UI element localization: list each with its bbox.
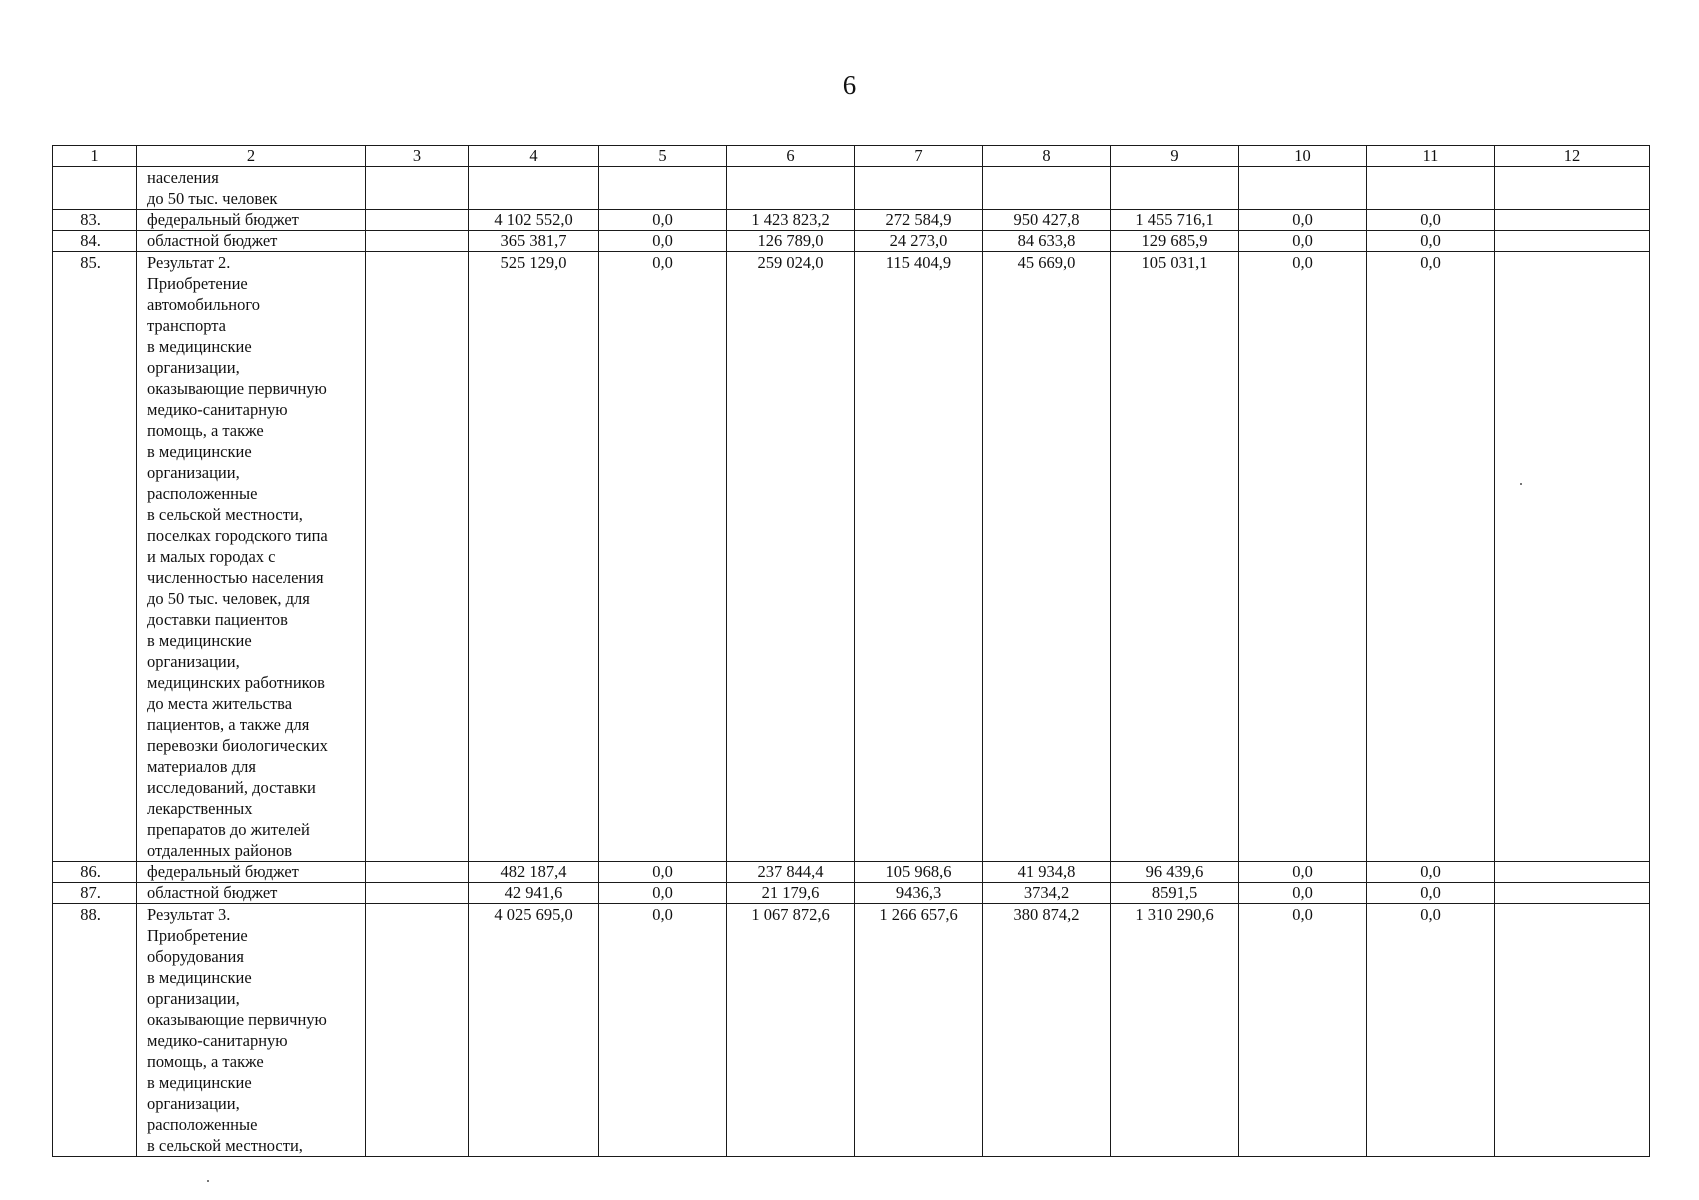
page-number: 6 <box>842 70 857 100</box>
value-cell-col7 <box>855 167 983 210</box>
value-cell-col10: 0,0 <box>1239 252 1367 862</box>
table-row-continuation <box>53 167 1650 210</box>
value-cell-col8: 41 934,8 <box>983 862 1111 883</box>
header-cell: 9 <box>1111 146 1239 167</box>
header-cell: 7 <box>855 146 983 167</box>
row-number-cell: 88. <box>53 904 137 1157</box>
row-number-cell <box>53 167 137 210</box>
value-cell-col7: 9436,3 <box>855 883 983 904</box>
value-cell-col4: 4 025 695,0 <box>469 904 599 1157</box>
table-row-86 <box>53 862 1650 883</box>
header-cell: 11 <box>1367 146 1495 167</box>
value-cell-col3 <box>366 252 469 862</box>
table-row-84 <box>53 231 1650 252</box>
header-cell: 2 <box>137 146 366 167</box>
value-cell-col4: 365 381,7 <box>469 231 599 252</box>
header-cell: 1 <box>53 146 137 167</box>
row-name-cell: областной бюджет <box>137 231 366 252</box>
value-cell-col6: 126 789,0 <box>727 231 855 252</box>
value-cell-col11: 0,0 <box>1367 904 1495 1157</box>
value-cell-col11: 0,0 <box>1367 862 1495 883</box>
value-cell-col9: 105 031,1 <box>1111 252 1239 862</box>
value-cell-col3 <box>366 883 469 904</box>
value-cell-col6: 21 179,6 <box>727 883 855 904</box>
value-cell-col11: 0,0 <box>1367 231 1495 252</box>
value-cell-col8: 45 669,0 <box>983 252 1111 862</box>
value-cell-col9: 8591,5 <box>1111 883 1239 904</box>
value-cell-col3 <box>366 231 469 252</box>
value-cell-col12 <box>1495 167 1650 210</box>
value-cell-col6 <box>727 167 855 210</box>
header-cell: 6 <box>727 146 855 167</box>
header-cell: 4 <box>469 146 599 167</box>
row-number-cell: 83. <box>53 210 137 231</box>
value-cell-col3 <box>366 862 469 883</box>
value-cell-col9 <box>1111 167 1239 210</box>
value-cell-col5: 0,0 <box>599 883 727 904</box>
value-cell-col12 <box>1495 231 1650 252</box>
value-cell-col4: 525 129,0 <box>469 252 599 862</box>
value-cell-col9: 1 455 716,1 <box>1111 210 1239 231</box>
value-cell-col10: 0,0 <box>1239 862 1367 883</box>
value-cell-col6: 1 423 823,2 <box>727 210 855 231</box>
row-name-cell: федеральный бюджет <box>137 210 366 231</box>
table-row-83 <box>53 210 1650 231</box>
value-cell-col10 <box>1239 167 1367 210</box>
value-cell-col4 <box>469 167 599 210</box>
value-cell-col4: 42 941,6 <box>469 883 599 904</box>
value-cell-col3 <box>366 210 469 231</box>
scan-speck <box>207 1180 209 1182</box>
value-cell-col3 <box>366 904 469 1157</box>
table-row-88 <box>53 904 1650 1157</box>
value-cell-col4: 482 187,4 <box>469 862 599 883</box>
value-cell-col7: 105 968,6 <box>855 862 983 883</box>
header-cell: 3 <box>366 146 469 167</box>
row-name-cell: Результат 3. Приобретение оборудования в медицинские организации, оказывающие первичную медико-санитарную помощь, а также в медицинские организации, расположенные в сельской местности, <box>137 904 366 1157</box>
value-cell-col5: 0,0 <box>599 231 727 252</box>
header-cell: 12 <box>1495 146 1650 167</box>
value-cell-col7: 272 584,9 <box>855 210 983 231</box>
value-cell-col12 <box>1495 210 1650 231</box>
value-cell-col8: 84 633,8 <box>983 231 1111 252</box>
header-cell: 8 <box>983 146 1111 167</box>
value-cell-col8: 380 874,2 <box>983 904 1111 1157</box>
value-cell-col5: 0,0 <box>599 210 727 231</box>
value-cell-col11 <box>1367 167 1495 210</box>
value-cell-col9: 96 439,6 <box>1111 862 1239 883</box>
value-cell-col3 <box>366 167 469 210</box>
value-cell-col6: 259 024,0 <box>727 252 855 862</box>
value-cell-col9: 129 685,9 <box>1111 231 1239 252</box>
value-cell-col4: 4 102 552,0 <box>469 210 599 231</box>
row-number-cell: 85. <box>53 252 137 862</box>
value-cell-col10: 0,0 <box>1239 231 1367 252</box>
table-row-85 <box>53 252 1650 862</box>
row-name-cell: Результат 2. Приобретение автомобильного транспорта в медицинские организации, оказывающие первичную медико-санитарную помощь, а также в медицинские организации, расположенные в сельской местности, поселках городского типа и малых городах с численностью населения до 50 тыс. человек, для доставки пациентов в медицинские организации, медицинских работников до места жительства пациентов, а также для перевозки биологических материалов для исследований, доставки лекарственных препаратов до жителей отдаленных районов <box>137 252 366 862</box>
value-cell-col11: 0,0 <box>1367 252 1495 862</box>
value-cell-col6: 1 067 872,6 <box>727 904 855 1157</box>
row-number-cell: 87. <box>53 883 137 904</box>
value-cell-col11: 0,0 <box>1367 883 1495 904</box>
value-cell-col9: 1 310 290,6 <box>1111 904 1239 1157</box>
value-cell-col12 <box>1495 862 1650 883</box>
table-row-87 <box>53 883 1650 904</box>
value-cell-col10: 0,0 <box>1239 904 1367 1157</box>
row-number-cell: 86. <box>53 862 137 883</box>
value-cell-col12 <box>1495 252 1650 862</box>
row-name-cell: федеральный бюджет <box>137 862 366 883</box>
row-name-cell: областной бюджет <box>137 883 366 904</box>
row-name-cell: населения до 50 тыс. человек <box>137 167 366 210</box>
value-cell-col7: 24 273,0 <box>855 231 983 252</box>
budget-table <box>52 145 1650 1157</box>
header-row <box>53 146 1650 167</box>
value-cell-col8 <box>983 167 1111 210</box>
value-cell-col10: 0,0 <box>1239 210 1367 231</box>
value-cell-col6: 237 844,4 <box>727 862 855 883</box>
value-cell-col11: 0,0 <box>1367 210 1495 231</box>
value-cell-col5: 0,0 <box>599 904 727 1157</box>
value-cell-col5: 0,0 <box>599 862 727 883</box>
header-cell: 10 <box>1239 146 1367 167</box>
value-cell-col10: 0,0 <box>1239 883 1367 904</box>
value-cell-col7: 1 266 657,6 <box>855 904 983 1157</box>
value-cell-col12 <box>1495 904 1650 1157</box>
scan-speck <box>1520 483 1522 485</box>
header-cell: 5 <box>599 146 727 167</box>
value-cell-col7: 115 404,9 <box>855 252 983 862</box>
value-cell-col5 <box>599 167 727 210</box>
value-cell-col8: 3734,2 <box>983 883 1111 904</box>
value-cell-col5: 0,0 <box>599 252 727 862</box>
value-cell-col8: 950 427,8 <box>983 210 1111 231</box>
row-number-cell: 84. <box>53 231 137 252</box>
value-cell-col12 <box>1495 883 1650 904</box>
